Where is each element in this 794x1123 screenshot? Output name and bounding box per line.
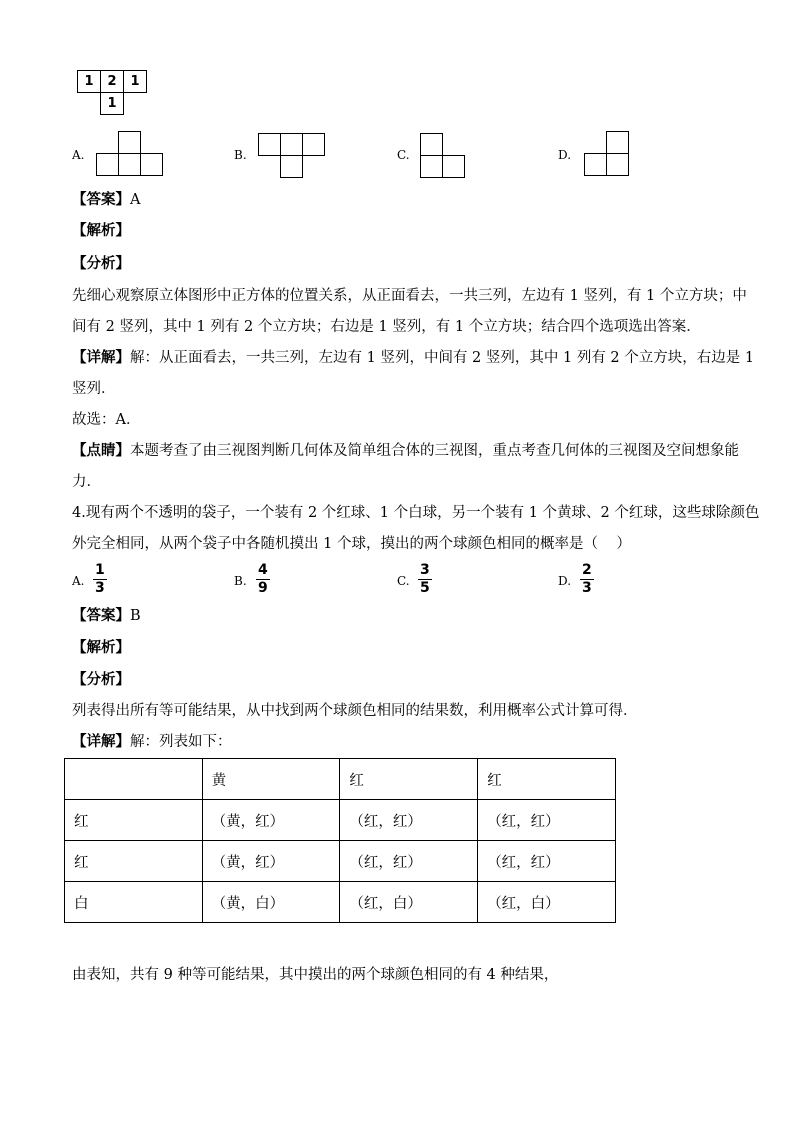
grid-cell: 1 bbox=[123, 70, 147, 93]
numerator: 1 bbox=[95, 562, 105, 578]
table-cell: 白 bbox=[65, 882, 203, 923]
q4-fenxi-heading: 【分析】 bbox=[72, 671, 130, 688]
table-row bbox=[65, 882, 616, 923]
table-cell: 红 bbox=[65, 841, 203, 882]
q4-option-d-label: D. bbox=[558, 574, 572, 588]
square bbox=[140, 153, 163, 176]
square bbox=[118, 131, 141, 154]
table-cell: （红，白） bbox=[340, 882, 478, 923]
answer-value: A bbox=[130, 192, 141, 208]
table-row bbox=[65, 800, 616, 841]
q4-fenxi-line: 列表得出所有等可能结果，从中找到两个球颜色相同的结果数，利用概率公式计算可得． bbox=[72, 703, 638, 719]
square bbox=[280, 155, 303, 178]
square bbox=[118, 153, 141, 176]
dianjing-label: 【点睛】 bbox=[72, 442, 130, 459]
option-a-label: A. bbox=[72, 148, 85, 162]
table-row bbox=[65, 841, 616, 882]
xiangjie-text: 解：从正面看去，一共三列，左边有 1 竖列，中间有 2 竖列，其中 1 列有 2 个立方块，右边是 1 bbox=[130, 350, 755, 366]
table-cell: （黄，白） bbox=[202, 882, 340, 923]
q3-xiangjie-line: 竖列． bbox=[72, 381, 116, 397]
table-cell: （红，红） bbox=[340, 841, 478, 882]
q3-answer bbox=[72, 190, 140, 210]
square bbox=[302, 133, 325, 156]
square bbox=[442, 155, 465, 178]
table-cell: 红 bbox=[65, 800, 203, 841]
q4-option-b-fraction bbox=[256, 562, 270, 597]
answer-value: B bbox=[130, 608, 141, 624]
table-cell: （红，红） bbox=[340, 800, 478, 841]
q4-option-c-fraction bbox=[418, 562, 432, 597]
q4-option-d-fraction bbox=[580, 562, 594, 597]
numerator: 4 bbox=[258, 562, 268, 578]
denominator: 3 bbox=[582, 580, 592, 596]
q4-option-c-label: C. bbox=[397, 574, 410, 588]
table-cell: （红，红） bbox=[478, 841, 616, 882]
table-cell bbox=[65, 759, 203, 800]
square bbox=[420, 155, 443, 178]
dianjing-text: 本题考查了由三视图判断几何体及简单组合体的三视图，重点考查几何体的三视图及空间想象能 bbox=[130, 443, 739, 459]
denominator: 3 bbox=[95, 580, 105, 596]
xiangjie-text: 解：列表如下： bbox=[130, 734, 232, 750]
square bbox=[584, 153, 607, 176]
q3-fenxi-heading: 【分析】 bbox=[72, 255, 130, 272]
q4-option-a-fraction bbox=[93, 562, 107, 597]
grid-cell: 1 bbox=[77, 70, 101, 93]
q3-jiexi-heading: 【解析】 bbox=[72, 222, 130, 239]
table-cell: （黄，红） bbox=[202, 800, 340, 841]
grid-cell: 2 bbox=[100, 70, 124, 93]
q4-conclusion: 由表知，共有 9 种等可能结果，其中摸出的两个球颜色相同的有 4 种结果， bbox=[72, 967, 559, 983]
q4-jiexi-heading: 【解析】 bbox=[72, 639, 130, 656]
square bbox=[420, 133, 443, 156]
option-c-label: C. bbox=[397, 148, 410, 162]
q3-choice: 故选：A． bbox=[72, 412, 141, 428]
denominator: 5 bbox=[420, 580, 430, 596]
table-cell: （红，红） bbox=[478, 800, 616, 841]
table-cell: （红，白） bbox=[478, 882, 616, 923]
xiangjie-label: 【详解】 bbox=[72, 733, 130, 750]
outcome-table bbox=[64, 758, 616, 923]
q3-dianjing bbox=[72, 441, 739, 461]
answer-label: 【答案】 bbox=[72, 191, 130, 208]
square bbox=[258, 133, 281, 156]
table-cell: 红 bbox=[340, 759, 478, 800]
numerator: 2 bbox=[582, 562, 592, 578]
numerator: 3 bbox=[420, 562, 430, 578]
table-header-row bbox=[65, 759, 616, 800]
square bbox=[606, 153, 629, 176]
q4-answer bbox=[72, 606, 141, 626]
q4-xiangjie bbox=[72, 732, 232, 752]
q4-option-a-label: A. bbox=[72, 574, 85, 588]
square bbox=[280, 133, 303, 156]
q4-option-b-label: B. bbox=[234, 574, 247, 588]
square bbox=[96, 153, 119, 176]
q3-xiangjie bbox=[72, 348, 754, 368]
table-cell: （黄，红） bbox=[202, 841, 340, 882]
denominator: 9 bbox=[258, 580, 268, 596]
grid-cell: 1 bbox=[100, 92, 124, 115]
q3-fenxi-line: 先细心观察原立体图形中正方体的位置关系，从正面看去，一共三列，左边有 1 竖列，有 1 个立方块；中 bbox=[72, 288, 747, 304]
q4-stem-line: 4.现有两个不透明的袋子，一个装有 2 个红球、1 个白球，另一个装有 1 个黄球、2 个红球，这些球除颜色 bbox=[72, 505, 760, 521]
answer-label: 【答案】 bbox=[72, 607, 130, 624]
table-cell: 黄 bbox=[202, 759, 340, 800]
option-d-label: D. bbox=[558, 148, 572, 162]
square bbox=[606, 131, 629, 154]
q4-stem-line: 外完全相同，从两个袋子中各随机摸出 1 个球，摸出的两个球颜色相同的概率是（ ） bbox=[72, 536, 631, 552]
q3-fenxi-line: 间有 2 竖列，其中 1 列有 2 个立方块；右边是 1 竖列，有 1 个立方块；结合四个选项选出答案． bbox=[72, 319, 701, 335]
q3-dianjing-line: 力． bbox=[72, 474, 101, 490]
xiangjie-label: 【详解】 bbox=[72, 349, 130, 366]
table-cell: 红 bbox=[478, 759, 616, 800]
option-b-label: B. bbox=[234, 148, 247, 162]
